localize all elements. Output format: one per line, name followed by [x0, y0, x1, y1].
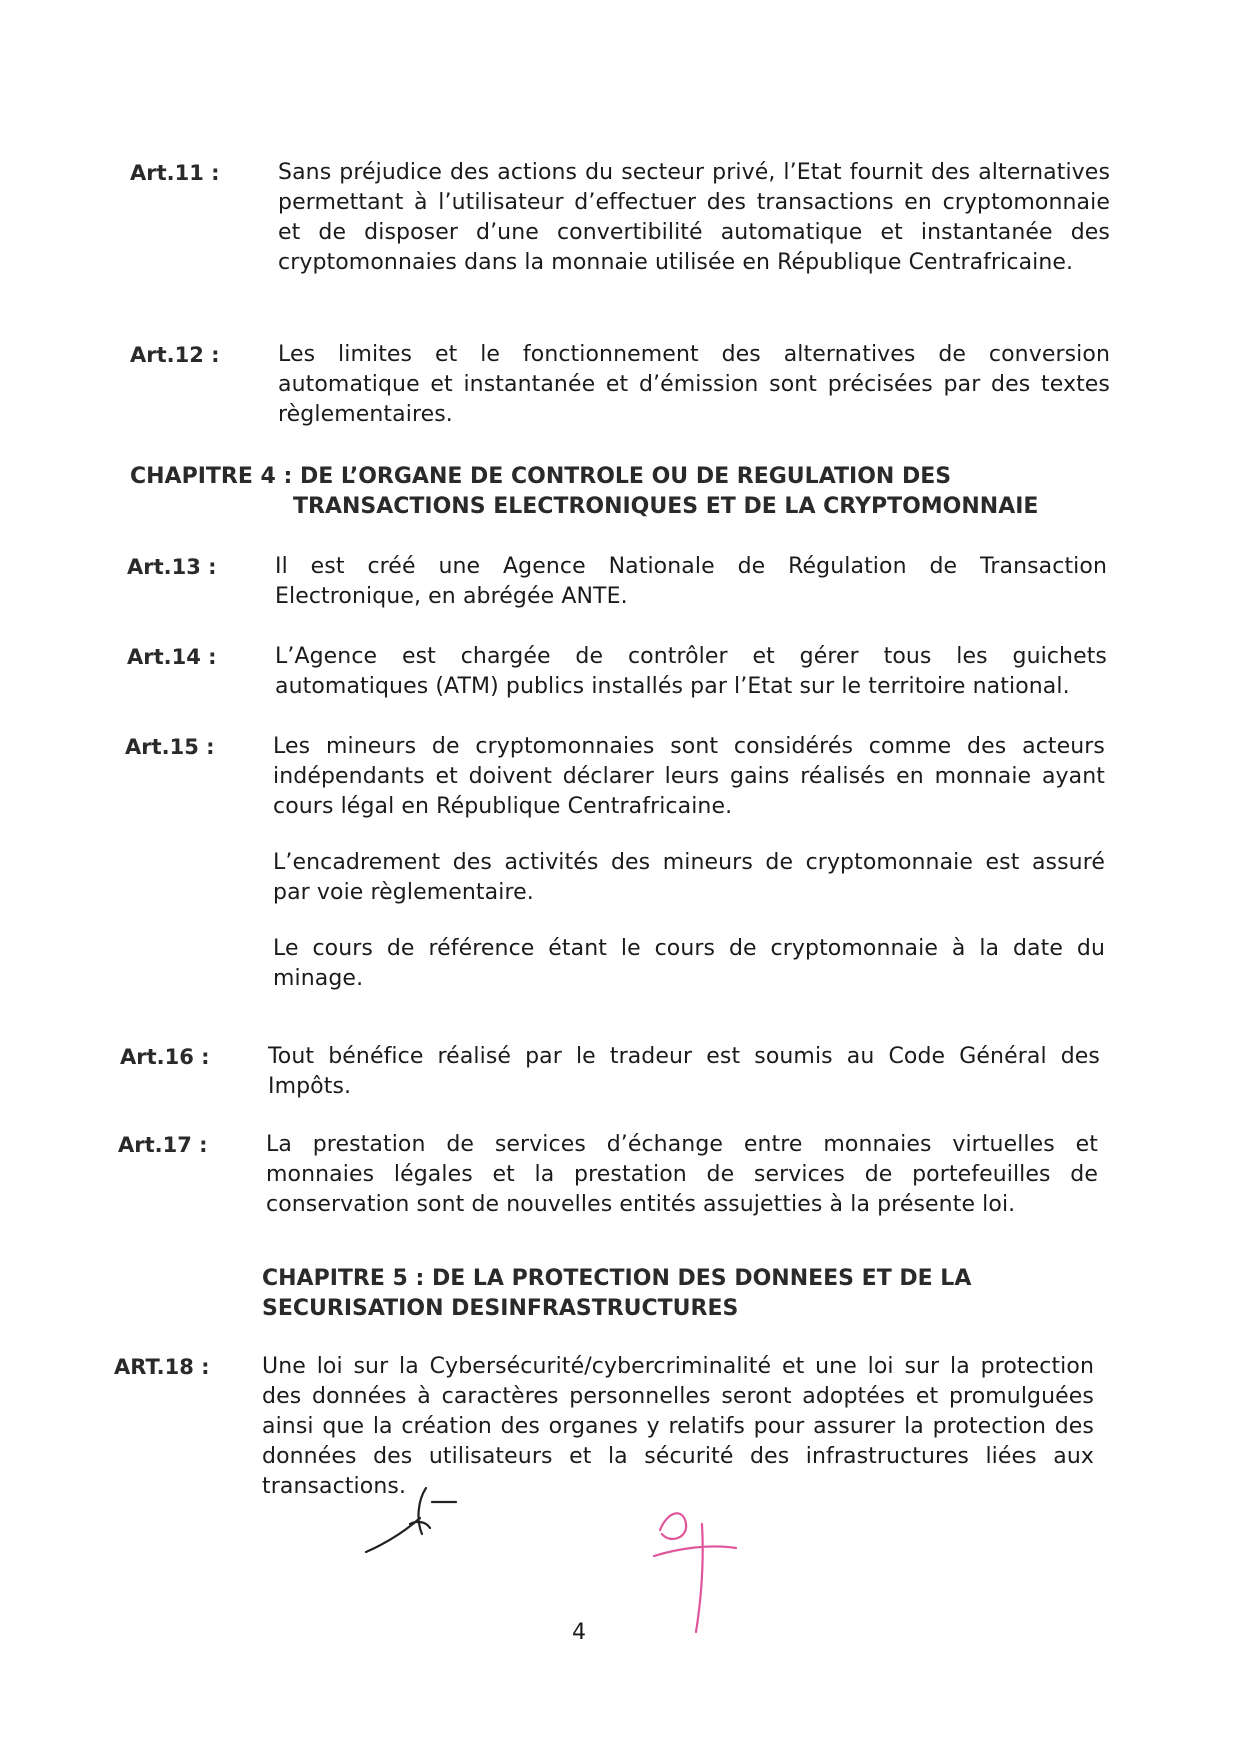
black-paraphe-signature [360, 1480, 480, 1560]
article-paragraph: Une loi sur la Cybersécurité/cybercriminalité et une loi sur la protection des données à caractères personnelles seront adoptées et promulguées ainsi que la création des organes y relatifs pour assurer la protection des données des utilisateurs et la sécurité des infrastructures liées aux transactions. [262, 1354, 1094, 1499]
article-paragraph: Sans préjudice des actions du secteur privé, l’Etat fournit des alternatives permettant à l’utilisateur d’effectuer des transactions en cryptomonnaie et de disposer d’une convertibilité automatique et instantanée des cryptomonnaies dans la monnaie utilisée en République Centrafricaine. [278, 160, 1110, 275]
pink-paraphe-signature [640, 1490, 750, 1640]
chapter-4-heading-line-2: TRANSACTIONS ELECTRONIQUES ET DE LA CRYPTOMONNAIE [293, 494, 1039, 519]
article-paragraph: Le cours de référence étant le cours de cryptomonnaie à la date du minage. [273, 936, 1105, 991]
article-body [273, 732, 1105, 994]
chapter-5-heading-line-1: CHAPITRE 5 : DE LA PROTECTION DES DONNEES ET DE LA [262, 1266, 972, 1291]
article-label: Art.16 : [120, 1045, 210, 1069]
article-body [268, 1042, 1100, 1102]
article-16 [120, 1042, 1100, 1102]
article-18 [114, 1352, 1094, 1502]
article-body [278, 340, 1110, 430]
article-paragraph: Les limites et le fonctionnement des alternatives de conversion automatique et instantanée et d’émission sont précisées par des textes règlementaires. [278, 342, 1110, 427]
article-17 [118, 1130, 1098, 1220]
article-label: Art.14 : [127, 645, 217, 669]
article-paragraph: Il est créé une Agence Nationale de Régulation de Transaction Electronique, en abrégée ANTE. [275, 554, 1107, 609]
article-label: Art.11 : [130, 161, 220, 185]
article-body [278, 158, 1110, 278]
article-body [266, 1130, 1098, 1220]
article-body [275, 642, 1107, 702]
chapter-5-heading-line-2: SECURISATION DESINFRASTRUCTURES [262, 1296, 739, 1321]
article-15 [125, 732, 1105, 994]
article-label: Art.13 : [127, 555, 217, 579]
article-paragraph: Tout bénéfice réalisé par le tradeur est soumis au Code Général des Impôts. [268, 1044, 1100, 1099]
article-label: Art.12 : [130, 343, 220, 367]
chapter-4-heading-line-1: CHAPITRE 4 : DE L’ORGANE DE CONTROLE OU DE REGULATION DES [130, 464, 952, 489]
article-label: Art.17 : [118, 1133, 208, 1157]
article-body [275, 552, 1107, 612]
article-13 [127, 552, 1107, 612]
article-14 [127, 642, 1107, 702]
article-paragraph: L’Agence est chargée de contrôler et gérer tous les guichets automatiques (ATM) publics installés par l’Etat sur le territoire national. [275, 644, 1107, 699]
article-label: Art.15 : [125, 735, 215, 759]
article-paragraph: Les mineurs de cryptomonnaies sont considérés comme des acteurs indépendants et doivent déclarer leurs gains réalisés en monnaie ayant cours légal en République Centrafricaine. [273, 734, 1105, 819]
article-paragraph: La prestation de services d’échange entre monnaies virtuelles et monnaies légales et la prestation de services de portefeuilles de conservation sont de nouvelles entités assujetties à la présente loi. [266, 1132, 1098, 1217]
article-paragraph: L’encadrement des activités des mineurs de cryptomonnaie est assuré par voie règlementaire. [273, 850, 1105, 905]
article-label: ART.18 : [114, 1355, 210, 1379]
article-12 [130, 340, 1110, 430]
page-number: 4 [572, 1620, 586, 1645]
article-11 [130, 158, 1110, 278]
